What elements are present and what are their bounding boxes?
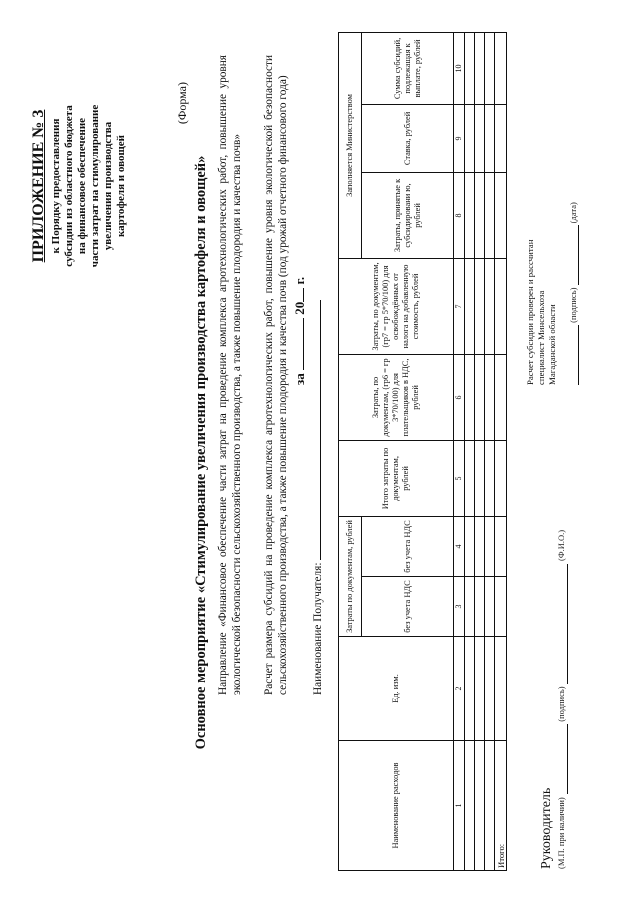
period-prefix: за: [292, 373, 307, 385]
period-blank: [292, 318, 304, 370]
mp-label: (М.П. при наличии): [556, 797, 566, 869]
document-title: Основное мероприятие «Стимулирование увеличения производства картофеля и овощей»: [193, 155, 209, 750]
official-line-3: Магаданской области: [547, 304, 557, 385]
recipient-blank: [310, 300, 321, 560]
official-date-line: [568, 225, 579, 285]
fio-line: [557, 564, 568, 684]
header-with-vat: без учета НДС: [362, 577, 454, 637]
appendix-line-3: на финансовое обеспечение: [76, 117, 88, 255]
head-sign-label: (подпись): [556, 686, 566, 722]
column-number: 4: [454, 516, 465, 576]
column-number: 3: [454, 577, 465, 637]
official-sign-line: [568, 325, 579, 385]
appendix-heading: ПРИЛОЖЕНИЕ № 3: [30, 109, 47, 263]
header-col10: Сумма субсидий, подлежащая к выплате, рублей: [362, 32, 454, 104]
period-year-blank: [292, 288, 304, 302]
header-ministry: Заполняется Министерством: [339, 32, 362, 258]
appendix-line-6: картофеля и овощей: [115, 135, 127, 237]
period-suffix: г.: [292, 276, 307, 285]
column-number: 8: [454, 172, 465, 258]
appendix-line-5: увеличения производства: [102, 121, 114, 251]
header-total-costs: Итого затраты по документам, рублей: [339, 440, 454, 516]
header-costs: Затраты по документам, рублей: [339, 516, 362, 636]
column-number: 2: [454, 637, 465, 741]
period-line: [292, 277, 308, 385]
recipient-label: Наименование Получателя:: [312, 562, 324, 695]
header-col6: Затраты, по документам, (гр6 = гр 3*70/100) для плательщиков в НДС, рублей: [339, 354, 454, 440]
official-date-label: (дата): [568, 202, 578, 224]
header-without-vat: без учета НДС: [362, 516, 454, 576]
official-line-1: Расчет субсидии проверен и рассчитан: [525, 239, 535, 385]
period-year-prefix: 20: [292, 301, 307, 315]
direction-text: Направление «Финансовое обеспечение части затрат на проведение комплекса агротехнологических работ, повышение уровня экологической безопасности сельскохозяйственного производства, а также повышение плодородия и качества почв»: [217, 55, 243, 695]
subsidy-table: [338, 32, 507, 871]
header-col8: Затраты, принятые к субсидировани ю, рублей: [362, 172, 454, 258]
table-row: [485, 32, 495, 870]
table-row: [465, 32, 475, 870]
header-col7: Затраты, по документам, (гр7 = гр 5*70/100) для освобождённых от налога на добавленную стоимость, рублей: [339, 258, 454, 354]
appendix-line-1: к Порядку предоставления: [50, 118, 62, 254]
appendix-line-4: части затрат на стимулирование: [89, 104, 101, 268]
recipient-line: [310, 300, 324, 695]
head-label: Руководитель: [539, 787, 554, 869]
appendix-block: [30, 56, 128, 316]
total-row: [495, 32, 507, 870]
header-name: Наименование расходов: [339, 741, 454, 871]
official-sign-label: (подпись): [568, 287, 578, 323]
column-number: 1: [454, 741, 465, 871]
official-check-block: [525, 202, 579, 385]
header-col9: Ставка, рублей: [362, 104, 454, 172]
official-line-2: специалист Минсельхоза: [536, 290, 546, 385]
calculation-text: Расчет размера субсидий на проведение комплекса агротехнологических работ, повышение уровня экологической безопасности сельскохозяйственного производства, а также повышение плодородия и качества почв (под урожай отчетного финансового года): [263, 55, 289, 695]
head-signature-block: [540, 530, 568, 869]
signature-line: [557, 724, 568, 794]
total-label: Итого:: [495, 741, 507, 871]
form-label: (Форма): [175, 82, 189, 125]
appendix-line-2: субсидии из областного бюджета: [63, 105, 75, 267]
column-numbers-row: [454, 32, 465, 870]
column-number: 5: [454, 440, 465, 516]
header-unit: Ед. изм.: [339, 637, 454, 741]
column-number: 10: [454, 32, 465, 104]
column-number: 9: [454, 104, 465, 172]
fio-label: (Ф.И.О.): [556, 529, 566, 561]
column-number: 6: [454, 354, 465, 440]
column-number: 7: [454, 258, 465, 354]
table-row: [475, 32, 485, 870]
